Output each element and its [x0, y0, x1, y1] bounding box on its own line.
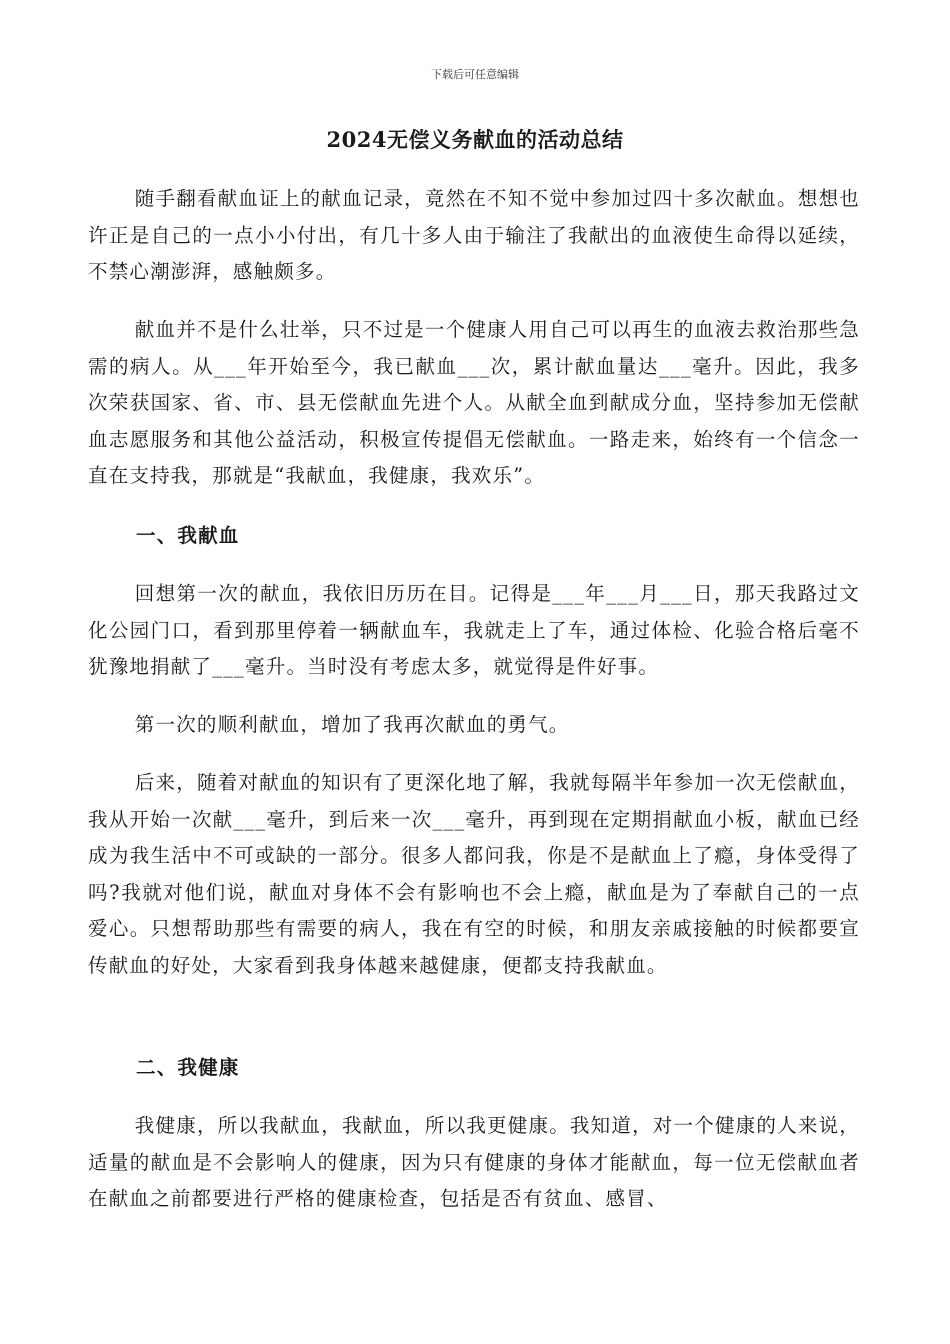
section-heading-health: 二、我健康 — [136, 1056, 240, 1079]
paragraph-courage: 第一次的顺利献血，增加了我再次献血的勇气。 — [134, 713, 570, 736]
paragraph-regular-donation: 后来，随着对献血的知识有了更深化地了解，我就每隔半年参加一次无偿献血，我从开始一次献___毫升，到后来一次___毫升，再到现在定期捐献血小板，献血已经成为我生活中不可或缺的一部分。很多人都问我，你是不是献血上了瘾，身体受得了吗?我就对他们说，献血对身体不会有影响也不会上瘾，献血是为了奉献自己的一点爱心。只想帮助那些有需要的病人，我在有空的时候，和朋友亲戚接触的时候都要宣传献血的好处，大家看到我身体越来越健康，便都支持我献血。 — [88, 771, 860, 977]
paragraph-overview: 献血并不是什么壮举，只不过是一个健康人用自己可以再生的血液去救治那些急需的病人。从___年开始至今，我已献血___次，累计献血量达___毫升。因此，我多次荣获国家、省、市、县无偿献血先进个人。从献全血到献成分血，坚持参加无偿献血志愿服务和其他公益活动，积极宣传提倡无偿献血。一路走来，始终有一个信念一直在支持我，那就是“我献血，我健康，我欢乐”。 — [88, 318, 860, 487]
paragraph-health: 我健康，所以我献血，我献血，所以我更健康。我知道，对一个健康的人来说，适量的献血是不会影响人的健康，因为只有健康的身体才能献血，每一位无偿献血者在献血之前都要进行严格的健康检查，包括是否有贫血、感冒、 — [88, 1114, 860, 1210]
paragraph-intro: 随手翻看献血证上的献血记录，竟然在不知不觉中参加过四十多次献血。想想也许正是自己的一点小小付出，有几十多人由于输注了我献出的血液使生命得以延续，不禁心潮澎湃，感触颇多。 — [88, 187, 860, 283]
header-note: 下载后可任意编辑 — [431, 68, 519, 81]
section-heading-donate: 一、我献血 — [136, 524, 240, 547]
document-title: 2024无偿义务献血的活动总结 — [326, 127, 624, 152]
paragraph-first-donation: 回想第一次的献血，我依旧历历在目。记得是___年___月___日，那天我路过文化公园门口，看到那里停着一辆献血车，我就走上了车，通过体检、化验合格后毫不犹豫地捐献了___毫升。当时没有考虑太多，就觉得是件好事。 — [88, 582, 860, 678]
